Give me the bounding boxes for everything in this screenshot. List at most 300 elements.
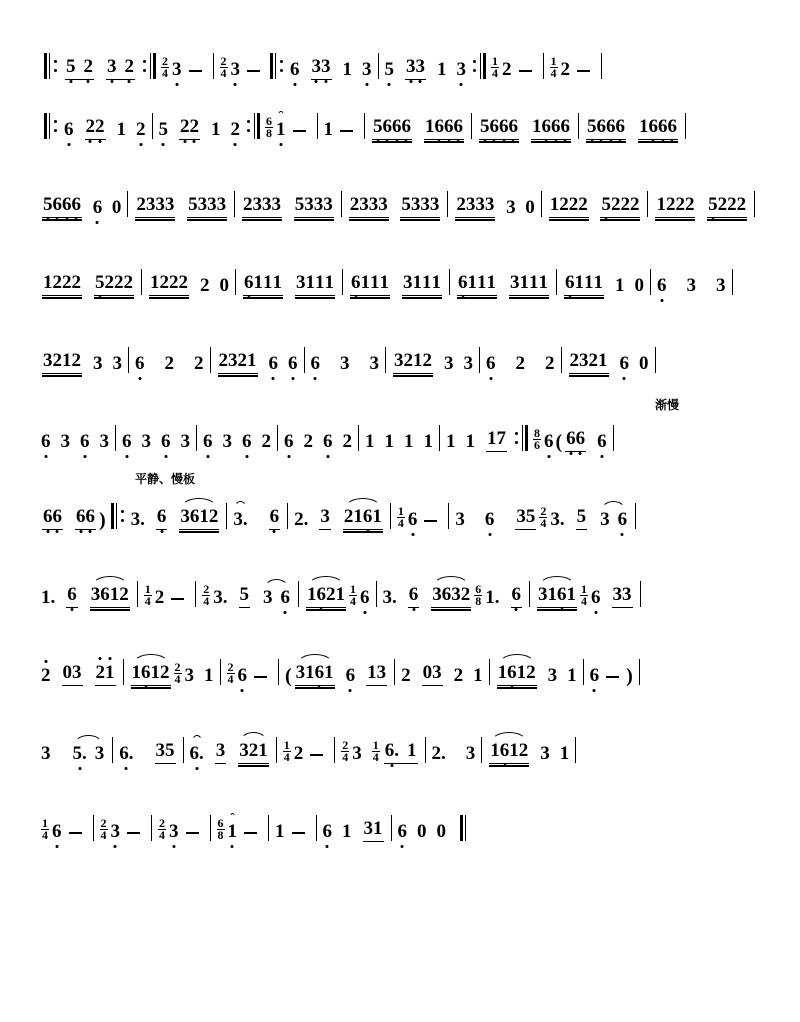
note: 5 xyxy=(384,59,394,80)
note-group: 1 3 xyxy=(366,663,387,686)
note: 3. xyxy=(213,587,228,608)
repeat-end-barline xyxy=(245,113,260,139)
note: 6 xyxy=(397,821,407,842)
barline xyxy=(316,815,317,841)
note-group: 5 3 3 3 xyxy=(294,195,334,218)
score-system-10 xyxy=(40,702,760,780)
rest: 0 xyxy=(417,821,427,842)
note-group: 6 1 1 1 xyxy=(243,273,283,296)
note: 3. xyxy=(130,509,145,530)
note-group: 3 xyxy=(215,741,227,764)
repeat-start-barline xyxy=(44,113,59,139)
score-system-11 xyxy=(40,780,760,858)
duration-dash xyxy=(247,70,260,72)
note: 6 xyxy=(92,197,103,218)
barline xyxy=(342,269,343,295)
note-group: 2 3 3 3 xyxy=(455,195,495,218)
note-group: 3 1 6 1 xyxy=(537,585,577,608)
barline xyxy=(210,815,211,841)
paren-close: ) xyxy=(99,509,106,531)
note: 3 xyxy=(93,353,103,374)
repeat-end-barline xyxy=(471,53,486,79)
note: 2 xyxy=(545,353,555,374)
note-group: 1 6 1 2 xyxy=(131,663,171,686)
duration-dash xyxy=(186,832,199,834)
barline xyxy=(235,269,236,295)
note-group: 1 2 2 2 xyxy=(549,195,589,218)
barline xyxy=(137,581,138,607)
note: 3. xyxy=(550,509,565,530)
note-group: 3 2 1 xyxy=(238,741,269,764)
note: 1. xyxy=(485,587,500,608)
note: 3 xyxy=(60,431,70,452)
note: 2 xyxy=(453,665,464,686)
note: 2 xyxy=(502,59,512,80)
note: 6 xyxy=(657,275,667,296)
barline xyxy=(268,815,269,841)
note: 6 xyxy=(290,59,300,80)
rest: 0 xyxy=(436,821,446,842)
note-group: 3 3 xyxy=(311,57,332,80)
score-system-6 xyxy=(40,390,760,468)
note: 3 xyxy=(352,743,362,764)
note: 6 xyxy=(345,665,356,686)
barline xyxy=(341,191,342,217)
time-signature: 2 4 xyxy=(540,504,547,530)
score-system-3 xyxy=(40,156,760,234)
barline xyxy=(196,425,197,451)
note-group: 1 6 6 6 xyxy=(531,117,571,140)
note-group: 1 6 6 6 xyxy=(638,117,678,140)
time-signature: 2 4 xyxy=(342,738,349,764)
note: 1 xyxy=(211,119,221,140)
note-group: 3 6 3 2 xyxy=(431,585,471,608)
note: 2 xyxy=(200,275,210,296)
note-group: 6. 1 xyxy=(384,741,418,764)
note: 3 xyxy=(141,431,151,452)
note-group: 3 5 xyxy=(155,741,176,764)
note: 2. xyxy=(431,743,446,764)
barline xyxy=(754,191,755,217)
note: 6 xyxy=(268,353,278,374)
note: 3 xyxy=(362,59,372,80)
note: 2 xyxy=(261,431,271,452)
note: 1 xyxy=(342,59,352,80)
barline xyxy=(152,113,153,139)
note-group: 2 3 2 1 xyxy=(218,351,258,374)
barline xyxy=(226,503,227,529)
time-signature: 1 4 xyxy=(397,504,404,530)
note: 2 xyxy=(154,587,165,608)
note-group: 1 6 2 1 xyxy=(306,585,346,608)
note: 6 xyxy=(322,821,332,842)
score-system-9 xyxy=(40,624,760,702)
score-system-8 xyxy=(40,546,760,624)
note: 2. xyxy=(294,509,309,530)
note: 6 xyxy=(589,665,600,686)
note: 6 xyxy=(203,431,213,452)
note: 6 xyxy=(237,665,247,686)
time-signature: 2 4 xyxy=(159,816,165,842)
note: 2 xyxy=(342,431,352,452)
time-signature: 2 4 xyxy=(162,54,168,80)
barline xyxy=(123,659,124,685)
time-signature: 6 8 xyxy=(266,114,272,140)
paren-close: ) xyxy=(626,665,633,687)
time-signature: 8 6 xyxy=(534,426,540,452)
barline xyxy=(578,113,579,139)
barline xyxy=(479,347,480,373)
note: 3 xyxy=(172,59,182,80)
note-group: 3 2 xyxy=(106,57,135,80)
barline xyxy=(471,113,472,139)
note-group: 5 2 2 2 xyxy=(94,273,134,296)
time-signature: 1 4 xyxy=(42,816,48,842)
barline xyxy=(655,347,656,373)
note-group: 3 6 xyxy=(263,587,290,608)
barline xyxy=(112,737,113,763)
note: 1 xyxy=(116,119,126,140)
barline xyxy=(364,113,365,139)
barline xyxy=(278,659,279,685)
duration-dash xyxy=(577,70,590,72)
note: 6 xyxy=(486,353,496,374)
time-signature: 2 4 xyxy=(220,54,227,80)
barline xyxy=(639,659,640,685)
note: 3 xyxy=(230,59,240,80)
barline xyxy=(276,737,277,763)
duration-dash xyxy=(254,676,267,678)
barline xyxy=(127,191,128,217)
barline xyxy=(128,347,129,373)
barline xyxy=(685,113,686,139)
repeat-start-barline xyxy=(111,503,126,529)
score-system-7 xyxy=(40,468,760,546)
note: 1 xyxy=(275,821,285,842)
note: 6 xyxy=(122,431,132,452)
note-group: 3 1 1 1 xyxy=(295,273,335,296)
note-group: 2 3 3 3 xyxy=(135,195,175,218)
note: 2 xyxy=(515,353,525,374)
note: 1 xyxy=(204,665,214,686)
note-group: 6 6 xyxy=(75,507,96,530)
score-system-5 xyxy=(40,312,760,390)
barline xyxy=(449,269,450,295)
note: 2 xyxy=(164,353,174,374)
note: 2 xyxy=(401,665,411,686)
note-group: 6 xyxy=(408,585,420,608)
barline xyxy=(391,815,392,841)
barline xyxy=(439,425,440,451)
note-group: 5 3 3 3 xyxy=(187,195,227,218)
time-signature: 6 8 xyxy=(217,816,224,842)
barline xyxy=(115,425,116,451)
barline xyxy=(650,269,651,295)
time-signature: 2 4 xyxy=(174,660,181,686)
note-group: 3 6 1 2 xyxy=(179,507,219,530)
note-group: 3 1 6 1 xyxy=(295,663,335,686)
duration-dash xyxy=(69,832,82,834)
note: 6 xyxy=(407,509,418,530)
note: 3 xyxy=(369,353,379,374)
note-group: 2 3 3 3 xyxy=(242,195,282,218)
note-group: 3 1 xyxy=(363,819,384,842)
note: 6 xyxy=(323,431,333,452)
barline xyxy=(390,503,391,529)
barline xyxy=(277,425,278,451)
note: 2 xyxy=(293,743,304,764)
barline xyxy=(183,737,184,763)
barline xyxy=(561,347,562,373)
note: 6 xyxy=(242,431,252,452)
note-group: 2 3 3 3 xyxy=(349,195,389,218)
note-group: 2 2 xyxy=(85,117,106,140)
barline xyxy=(151,815,152,841)
barline xyxy=(210,347,211,373)
barline xyxy=(304,347,305,373)
note-group: 3 1 1 1 xyxy=(402,273,442,296)
note: 3 xyxy=(110,821,120,842)
duration-dash xyxy=(189,70,202,72)
repeat-start-barline xyxy=(44,53,59,79)
duration-dash xyxy=(424,520,437,522)
note: 1 xyxy=(404,431,414,452)
time-signature: 1 4 xyxy=(144,582,151,608)
note: 3 xyxy=(686,275,696,296)
note-group: 5 6 6 6 xyxy=(372,117,412,140)
note: 1 xyxy=(559,743,570,764)
barline xyxy=(394,659,395,685)
time-signature: 1 4 xyxy=(372,738,379,764)
barline xyxy=(93,815,94,841)
note: 1 xyxy=(567,665,577,686)
time-signature: 1 4 xyxy=(492,54,498,80)
note-group: 1 6 1 2 xyxy=(497,663,537,686)
barline xyxy=(213,53,214,79)
note: 6 xyxy=(284,431,294,452)
note: 1 xyxy=(473,665,483,686)
note-group: 6 xyxy=(511,585,523,608)
note-group: 6 1 1 1 xyxy=(350,273,390,296)
note-group: 0 3 xyxy=(422,663,443,686)
note-group: 1 7 xyxy=(486,429,507,452)
duration-dash xyxy=(244,832,257,834)
note-group: 6 6 xyxy=(42,507,63,530)
note-group: 1 2 2 2 xyxy=(149,273,189,296)
note: 1 xyxy=(465,431,475,452)
barline xyxy=(732,269,733,295)
note: 3. xyxy=(233,509,248,530)
note-group: 5. 3 xyxy=(72,743,105,764)
duration-dash xyxy=(292,832,305,834)
barline xyxy=(425,737,426,763)
note: 6 xyxy=(135,353,145,374)
note: 3 xyxy=(547,665,558,686)
note: 6 xyxy=(64,119,74,140)
barline xyxy=(575,737,576,763)
time-signature: 2 4 xyxy=(227,660,234,686)
final-barline xyxy=(460,815,463,841)
note-group: 5 xyxy=(576,507,588,530)
duration-dash xyxy=(519,70,532,72)
note-tie: 1 xyxy=(227,821,237,842)
note: 6 xyxy=(80,431,90,452)
barline xyxy=(141,269,142,295)
note: 3 xyxy=(716,275,726,296)
time-signature: 1 4 xyxy=(283,738,290,764)
note: 3. xyxy=(382,587,397,608)
barline xyxy=(541,191,542,217)
note-group: 3 1 1 1 xyxy=(509,273,549,296)
barline xyxy=(358,425,359,451)
note: 6 xyxy=(310,353,320,374)
barline xyxy=(529,581,530,607)
note: 1. xyxy=(41,587,56,608)
note-group: 3 3 xyxy=(612,585,633,608)
duration-dash xyxy=(310,754,323,756)
note: 6 xyxy=(288,353,298,374)
note: 3 xyxy=(506,197,516,218)
note-group: 5 6 6 6 xyxy=(42,195,82,218)
note-group: 6 6 xyxy=(565,429,586,452)
rest: 0 xyxy=(525,197,535,218)
note-group: 5 3 3 3 xyxy=(400,195,440,218)
time-signature: 1 4 xyxy=(550,54,557,80)
note-group: 0 3 xyxy=(62,663,83,686)
barline xyxy=(287,503,288,529)
note: 1 xyxy=(384,431,394,452)
note-group: 3 6 1 2 xyxy=(90,585,130,608)
note-group: 1 6 1 2 xyxy=(489,741,529,764)
score-system-4 xyxy=(40,234,760,312)
note: 3 xyxy=(184,665,194,686)
note: 6 xyxy=(619,353,629,374)
duration-dash xyxy=(171,598,184,600)
barline xyxy=(583,659,584,685)
note: 6. xyxy=(189,743,204,764)
note-group: 6 xyxy=(66,585,78,608)
barline xyxy=(376,581,377,607)
note: 3 xyxy=(456,59,466,80)
note: 3 xyxy=(540,743,550,764)
note-group: 5 6 6 6 xyxy=(586,117,626,140)
note-group: 5 xyxy=(239,585,251,608)
barline xyxy=(613,425,614,451)
note: 6 xyxy=(161,431,171,452)
barline xyxy=(543,53,544,79)
barline xyxy=(298,581,299,607)
barline xyxy=(378,53,379,79)
note-group: 3 5 xyxy=(515,507,536,530)
barline xyxy=(601,53,602,79)
barline xyxy=(640,581,641,607)
note-group: 3 2 1 2 xyxy=(393,351,433,374)
note: 3 xyxy=(222,431,232,452)
note: 6. xyxy=(119,743,134,764)
note-tie: 1 xyxy=(276,119,286,140)
repeat-end-barline xyxy=(141,53,156,79)
note-group: 6 xyxy=(156,507,168,530)
note: 1 xyxy=(446,431,456,452)
note: 2 xyxy=(303,431,313,452)
note: 6 xyxy=(597,431,607,452)
barline xyxy=(647,191,648,217)
duration-dash xyxy=(127,832,140,834)
note: 6 xyxy=(52,821,62,842)
note-group: 3 2 1 2 xyxy=(42,351,82,374)
note-group: 6 1 1 1 xyxy=(564,273,604,296)
rest: 0 xyxy=(639,353,649,374)
note: 1 xyxy=(615,275,625,296)
note: 2 xyxy=(560,59,570,80)
note-group: 1 6 6 6 xyxy=(424,117,464,140)
note-group: 5 2 xyxy=(65,57,94,80)
note: 6 xyxy=(484,509,495,530)
note: 6 xyxy=(41,431,51,452)
rest: 0 xyxy=(634,275,644,296)
time-signature: 1 4 xyxy=(581,582,587,608)
note-group: 2 1 6 1 xyxy=(343,507,383,530)
barline xyxy=(317,113,318,139)
note-group: 2 1 xyxy=(95,663,116,686)
score-system-2 xyxy=(40,78,760,156)
note: 6 xyxy=(544,431,554,452)
note: 6 xyxy=(591,587,601,608)
repeat-start-barline xyxy=(270,53,285,79)
note: 3 xyxy=(463,353,473,374)
note: 3 xyxy=(455,509,465,530)
note: 6 xyxy=(360,587,370,608)
barline xyxy=(489,659,490,685)
note: 2 xyxy=(194,353,204,374)
note: 1 xyxy=(437,59,447,80)
note-group: 5 2 2 2 xyxy=(600,195,640,218)
time-signature: 2 4 xyxy=(203,582,210,608)
time-signature: 1 4 xyxy=(350,582,356,608)
rest: 0 xyxy=(219,275,229,296)
barline xyxy=(234,191,235,217)
barline xyxy=(481,737,482,763)
note: 2 xyxy=(230,119,240,140)
barline xyxy=(447,191,448,217)
note-group: 1 2 2 2 xyxy=(42,273,82,296)
duration-dash xyxy=(340,130,353,132)
note: 5 xyxy=(158,119,168,140)
note: 3 xyxy=(41,743,51,764)
note: 1 xyxy=(365,431,375,452)
time-signature: 2 4 xyxy=(100,816,107,842)
paren-open: ( xyxy=(555,431,563,453)
barline xyxy=(334,737,335,763)
duration-dash xyxy=(606,676,619,678)
note-group: 5 2 2 2 xyxy=(707,195,747,218)
barline xyxy=(195,581,196,607)
note-group: 3 xyxy=(319,507,331,530)
note-group: 6 xyxy=(269,507,281,530)
note-group: 6 1 1 1 xyxy=(457,273,497,296)
tempo-annotation-calm-slow: 平静、慢板 xyxy=(135,472,196,486)
note: 3 xyxy=(99,431,109,452)
barline xyxy=(556,269,557,295)
note: 2 xyxy=(136,119,146,140)
note: 3 xyxy=(340,353,350,374)
repeat-end-barline xyxy=(513,425,528,451)
tempo-annotation-gradual-slow: 渐慢 xyxy=(655,398,680,412)
barline xyxy=(448,503,449,529)
duration-dash xyxy=(293,130,306,132)
note: 3 xyxy=(112,353,122,374)
barline xyxy=(635,503,636,529)
